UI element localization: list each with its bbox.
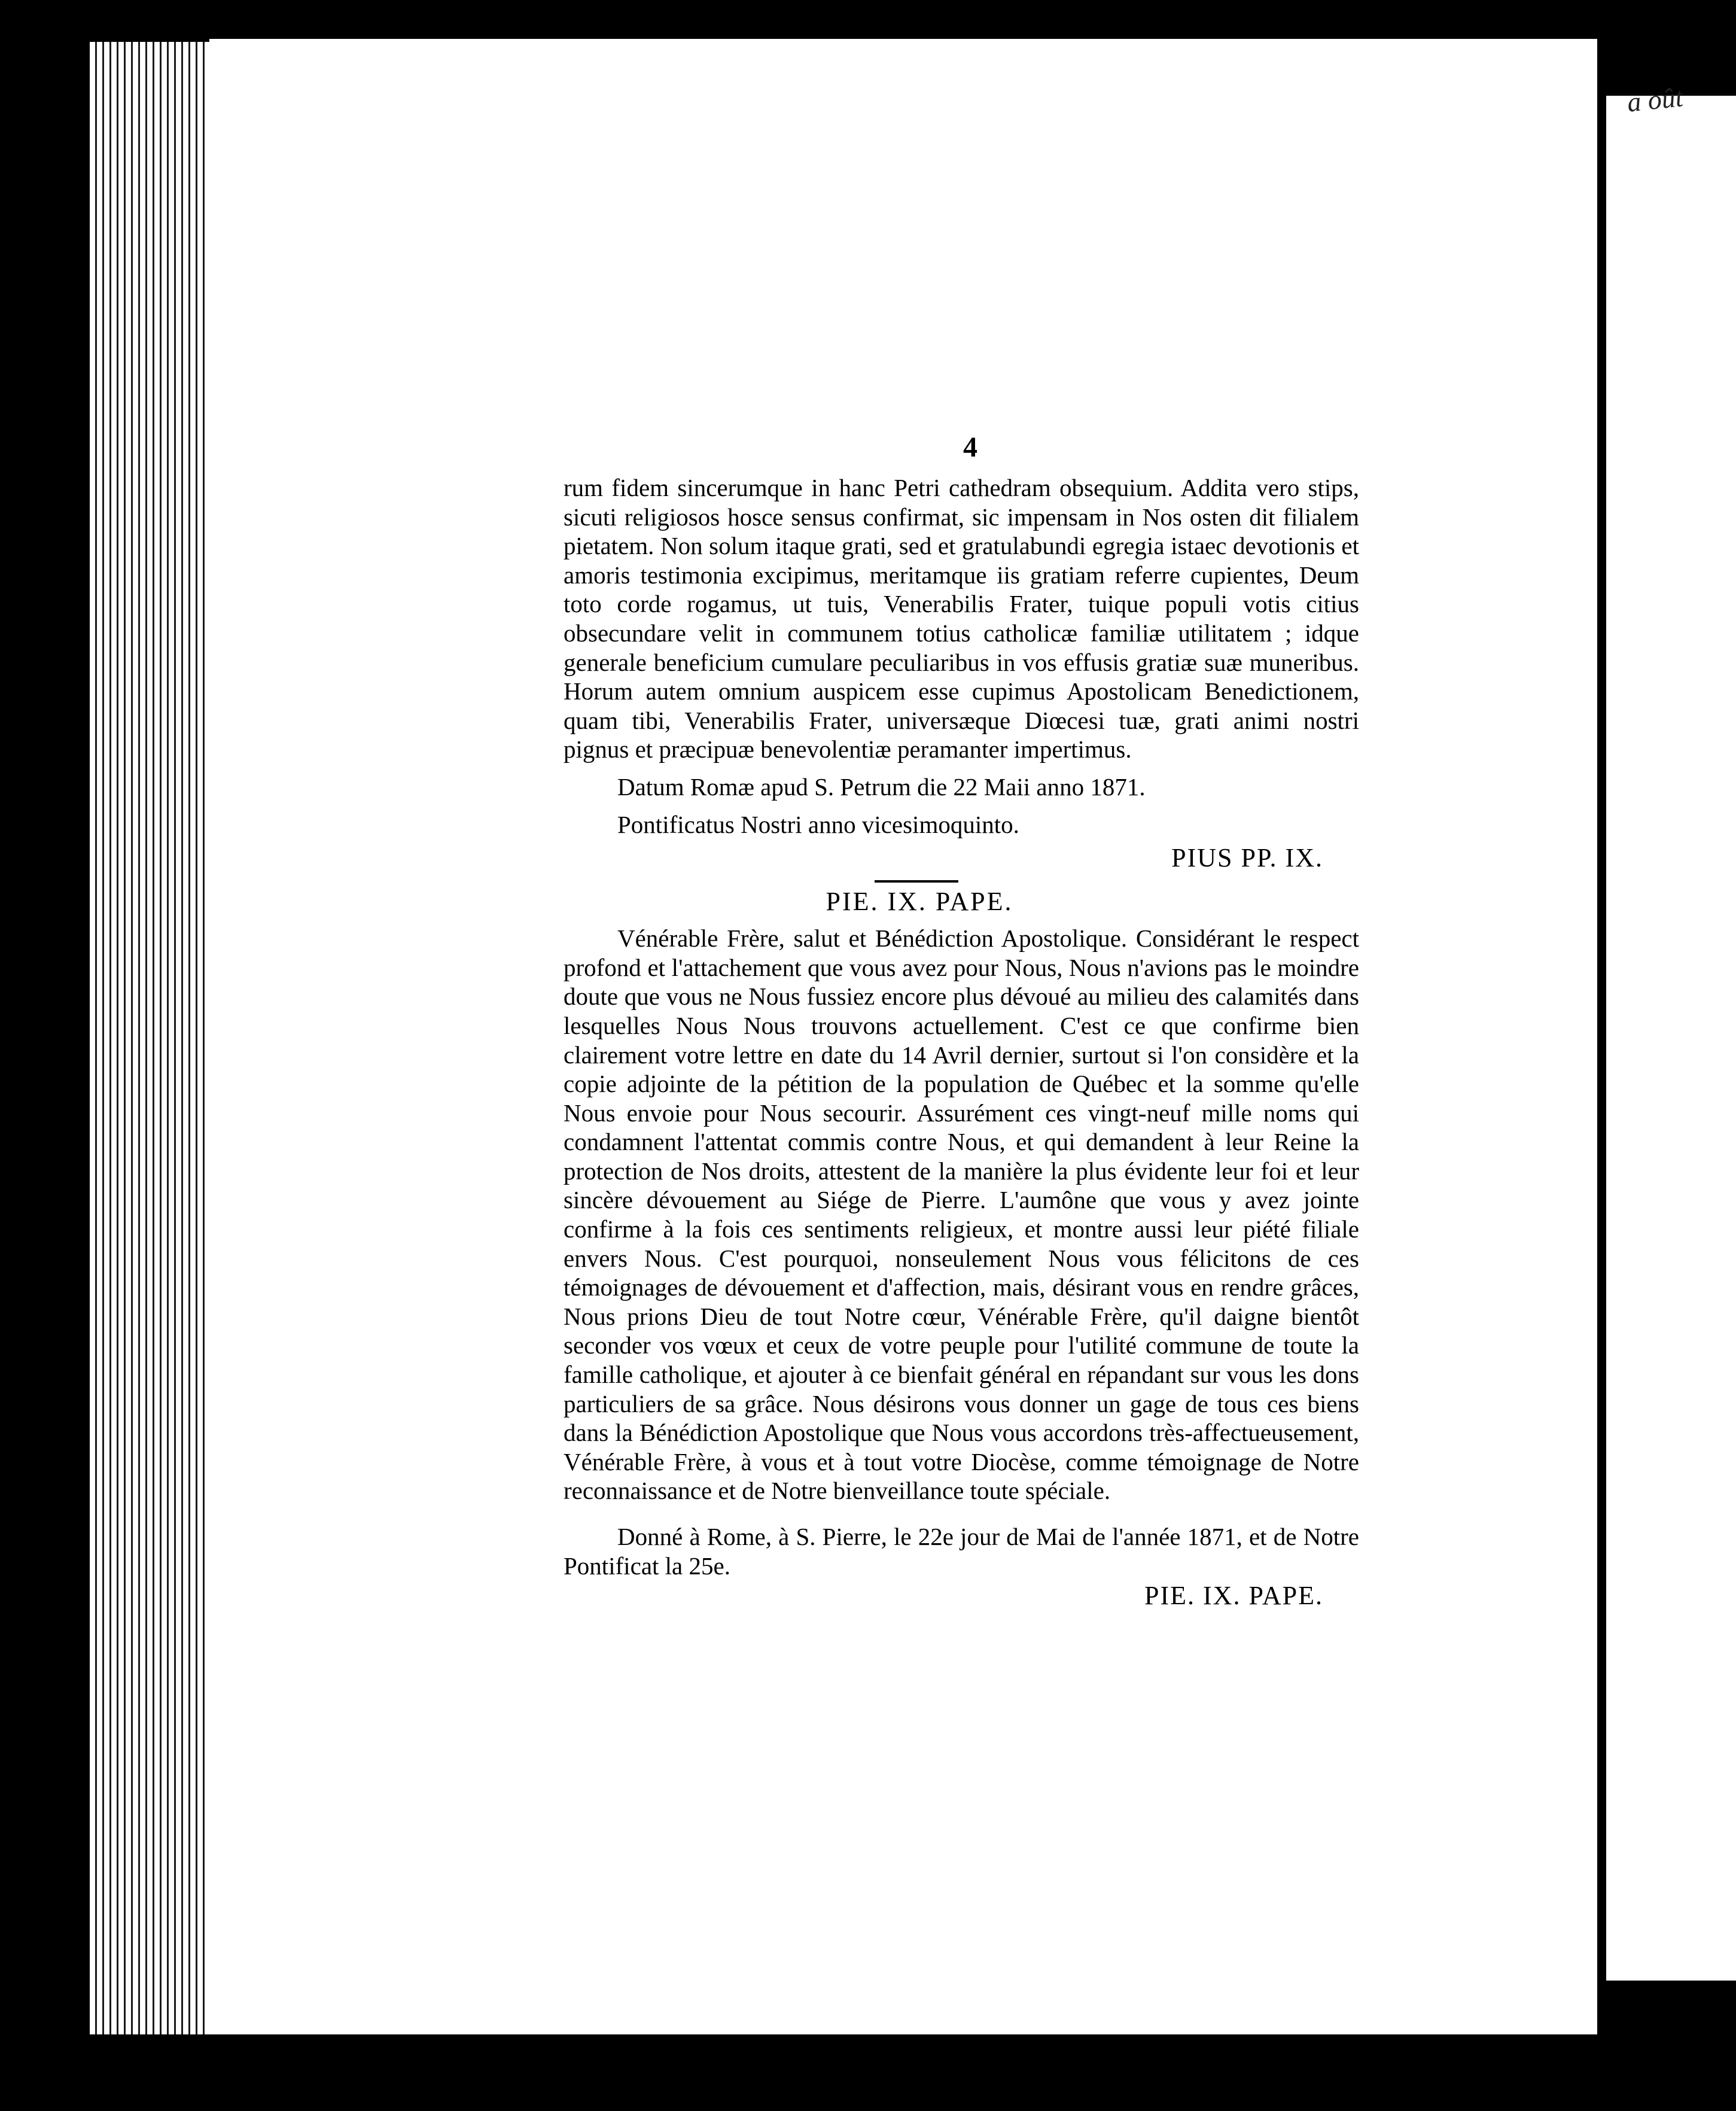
french-closing: Donné à Rome, à S. Pierre, le 22e jour de Mai de l'année 1871, et de Notre Pontificat la 25e. xyxy=(564,1523,1359,1580)
latin-signature: PIUS PP. IX. xyxy=(1171,843,1323,873)
french-paragraph: Vénérable Frère, salut et Bénédiction Apostolique. Considérant le respect profond et l'attachement que vous avez pour Nous, Nous n'avions pas le moindre doute que vous ne Nous fussiez encore plus dévoué au milieu des calamités dans lesquelles Nous Nous trouvons actuellement. C'est ce que confirme bien clairement votre lettre en date du 14 Avril dernier, surtout si l'on considère et la copie adjointe de la pétition de la population de Québec et la somme qu'elle Nous envoie pour Nous secourir. Assurément ces vingt-neuf mille noms qui condamnent l'attentat commis contre Nous, et qui demandent à leur Reine la protection de Nos droits, attestent de la manière la plus évidente leur foi et leur sincère dévouement au Siége de Pierre. L'aumône que vous y avez jointe confirme à la fois ces sentiments religieux, et montre aussi leur piété filiale envers Nous. C'est pourquoi, nonseulement Nous vous félicitons de ces témoignages de dévouement et d'affection, mais, désirant vous en rendre grâces, Nous prions Dieu de tout Notre cœur, Vénérable Frère, qu'il daigne bientôt seconder vos vœux et ceux de votre peuple pour l'utilité commune de toute la famille catholique, et ajouter à ce bienfait général en répandant sur vous les dons particuliers de sa grâce. Nous désirons vous donner un gage de tous ces biens dans la Bénédiction Apostolique que Nous vous accordons très-affectueusement, Vénérable Frère, à vous et à tout votre Diocèse, comme témoignage de Notre reconnaissance et de Notre bienveillance toute spéciale. xyxy=(564,924,1359,1505)
document-text xyxy=(564,431,1359,1611)
page-stack-edges xyxy=(90,42,209,2034)
latin-pontificate-line: Pontificatus Nostri anno vicesimoquinto. xyxy=(617,810,1019,838)
facing-page-edge xyxy=(1606,96,1736,1981)
latin-date-line: Datum Romæ apud S. Petrum die 22 Maii anno 1871. xyxy=(617,772,1146,801)
handwritten-margin-note: a oût xyxy=(1625,81,1685,118)
french-heading: PIE. IX. PAPE. xyxy=(826,887,1013,917)
french-signature: PIE. IX. PAPE. xyxy=(1144,1581,1323,1611)
page-number: 4 xyxy=(963,431,977,463)
section-divider xyxy=(875,880,958,883)
latin-paragraph: rum fidem sincerumque in hanc Petri cathedram obsequium. Addita vero stips, sicuti religiosos hosce sensus confirmat, sic impensam in Nos osten dit filialem pietatem. Non solum itaque grati, sed et gratulabundi egregia istaec devotionis et amoris testimonia excipimus, meritamque iis gratiam referre cupientes, Deum toto corde rogamus, ut tuis, Venerabilis Frater, tuique populi votis citius obsecundare velit in communem totius catholicæ familiæ utilitatem ; idque generale beneficium cumulare peculiaribus in vos effusis gratiæ suæ muneribus. Horum autem omnium auspicem esse cupimus Apostolicam Benedictionem, quam tibi, Venerabilis Frater, universæque Diœcesi tuæ, grati animi nostri pignus et præcipuæ benevolentiæ peramanter impertimus. xyxy=(564,474,1359,764)
